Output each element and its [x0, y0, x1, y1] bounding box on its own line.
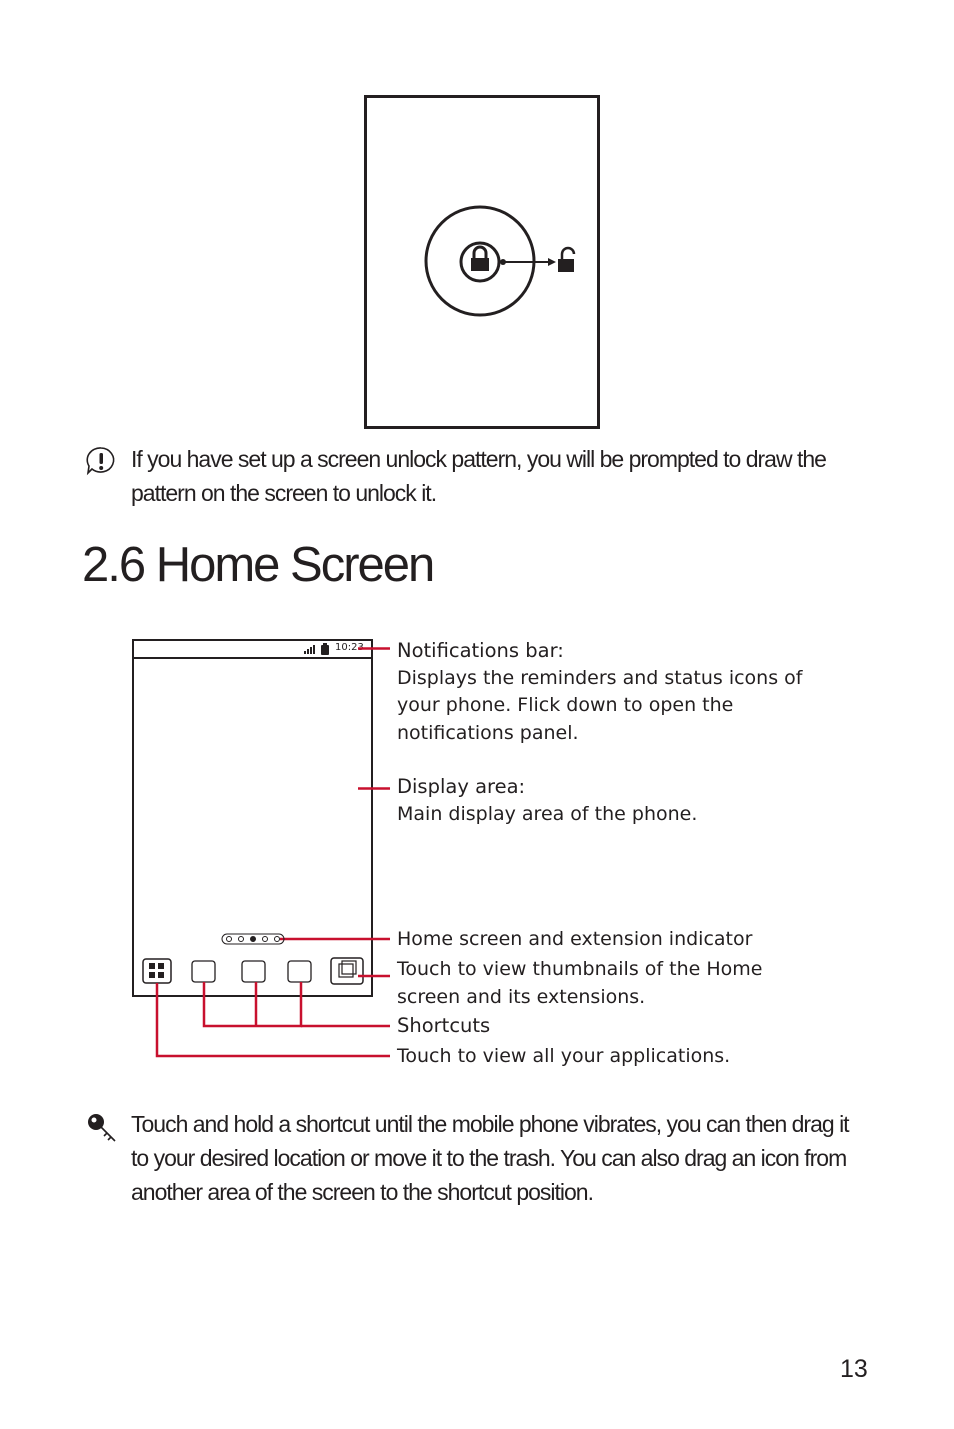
callout-title: Notifications bar:: [397, 639, 564, 662]
shortcut-slot[interactable]: [288, 961, 311, 982]
leader-shortcuts: [204, 982, 301, 1026]
callout-line: your phone. Flick down to open the: [397, 694, 734, 716]
callout-indicator: Home screen and extension indicator: [397, 928, 753, 950]
status-time: 10:23: [335, 642, 364, 653]
note-line: to your desired location or move it to the trash. You can also drag an icon from: [131, 1145, 847, 1171]
lock-screen-graphic: [364, 95, 600, 429]
callout-line: screen and its extensions.: [397, 985, 646, 1008]
note-line: If you have set up a screen unlock pattern, you will be prompted to draw the: [131, 446, 826, 472]
note-unlock-pattern: [131, 442, 826, 510]
lock-icon[interactable]: [461, 243, 499, 281]
leader-all-apps: [157, 983, 390, 1056]
callout-display-area: [397, 773, 697, 828]
launcher-icon[interactable]: [143, 959, 171, 983]
callout-thumbnails: [397, 956, 762, 1011]
note-line: pattern on the screen to unlock it.: [131, 480, 437, 506]
callout-all-apps: Touch to view all your applications.: [397, 1045, 731, 1067]
shortcut-slot[interactable]: [192, 961, 215, 982]
callout-line: Displays the reminders and status icons of: [397, 666, 803, 689]
note-line: Touch and hold a shortcut until the mobile phone vibrates, you can then drag it: [131, 1111, 849, 1137]
unlock-drag-arrow: [500, 258, 556, 266]
tip-key-icon: [86, 1112, 120, 1144]
exclamation-icon: [86, 446, 118, 476]
callout-line: Main display area of the phone.: [397, 802, 698, 825]
callout-line: notifications panel.: [397, 721, 579, 744]
diagram-leaders: [130, 630, 400, 1070]
callout-notifications: [397, 637, 802, 747]
callout-line: Touch to view thumbnails of the Home: [397, 958, 763, 980]
callout-title: Display area:: [397, 775, 526, 798]
section-title: 2.6 Home Screen: [82, 538, 434, 592]
thumbnails-icon[interactable]: [331, 958, 363, 984]
page-indicator: [222, 934, 284, 944]
note-shortcut-drag: [131, 1107, 849, 1209]
unlock-icon: [558, 248, 574, 272]
page-number: 13: [840, 1355, 868, 1383]
shortcut-slot[interactable]: [242, 961, 265, 982]
callout-shortcuts: Shortcuts: [397, 1014, 491, 1037]
note-line: another area of the screen to the shortcut position.: [131, 1179, 593, 1205]
